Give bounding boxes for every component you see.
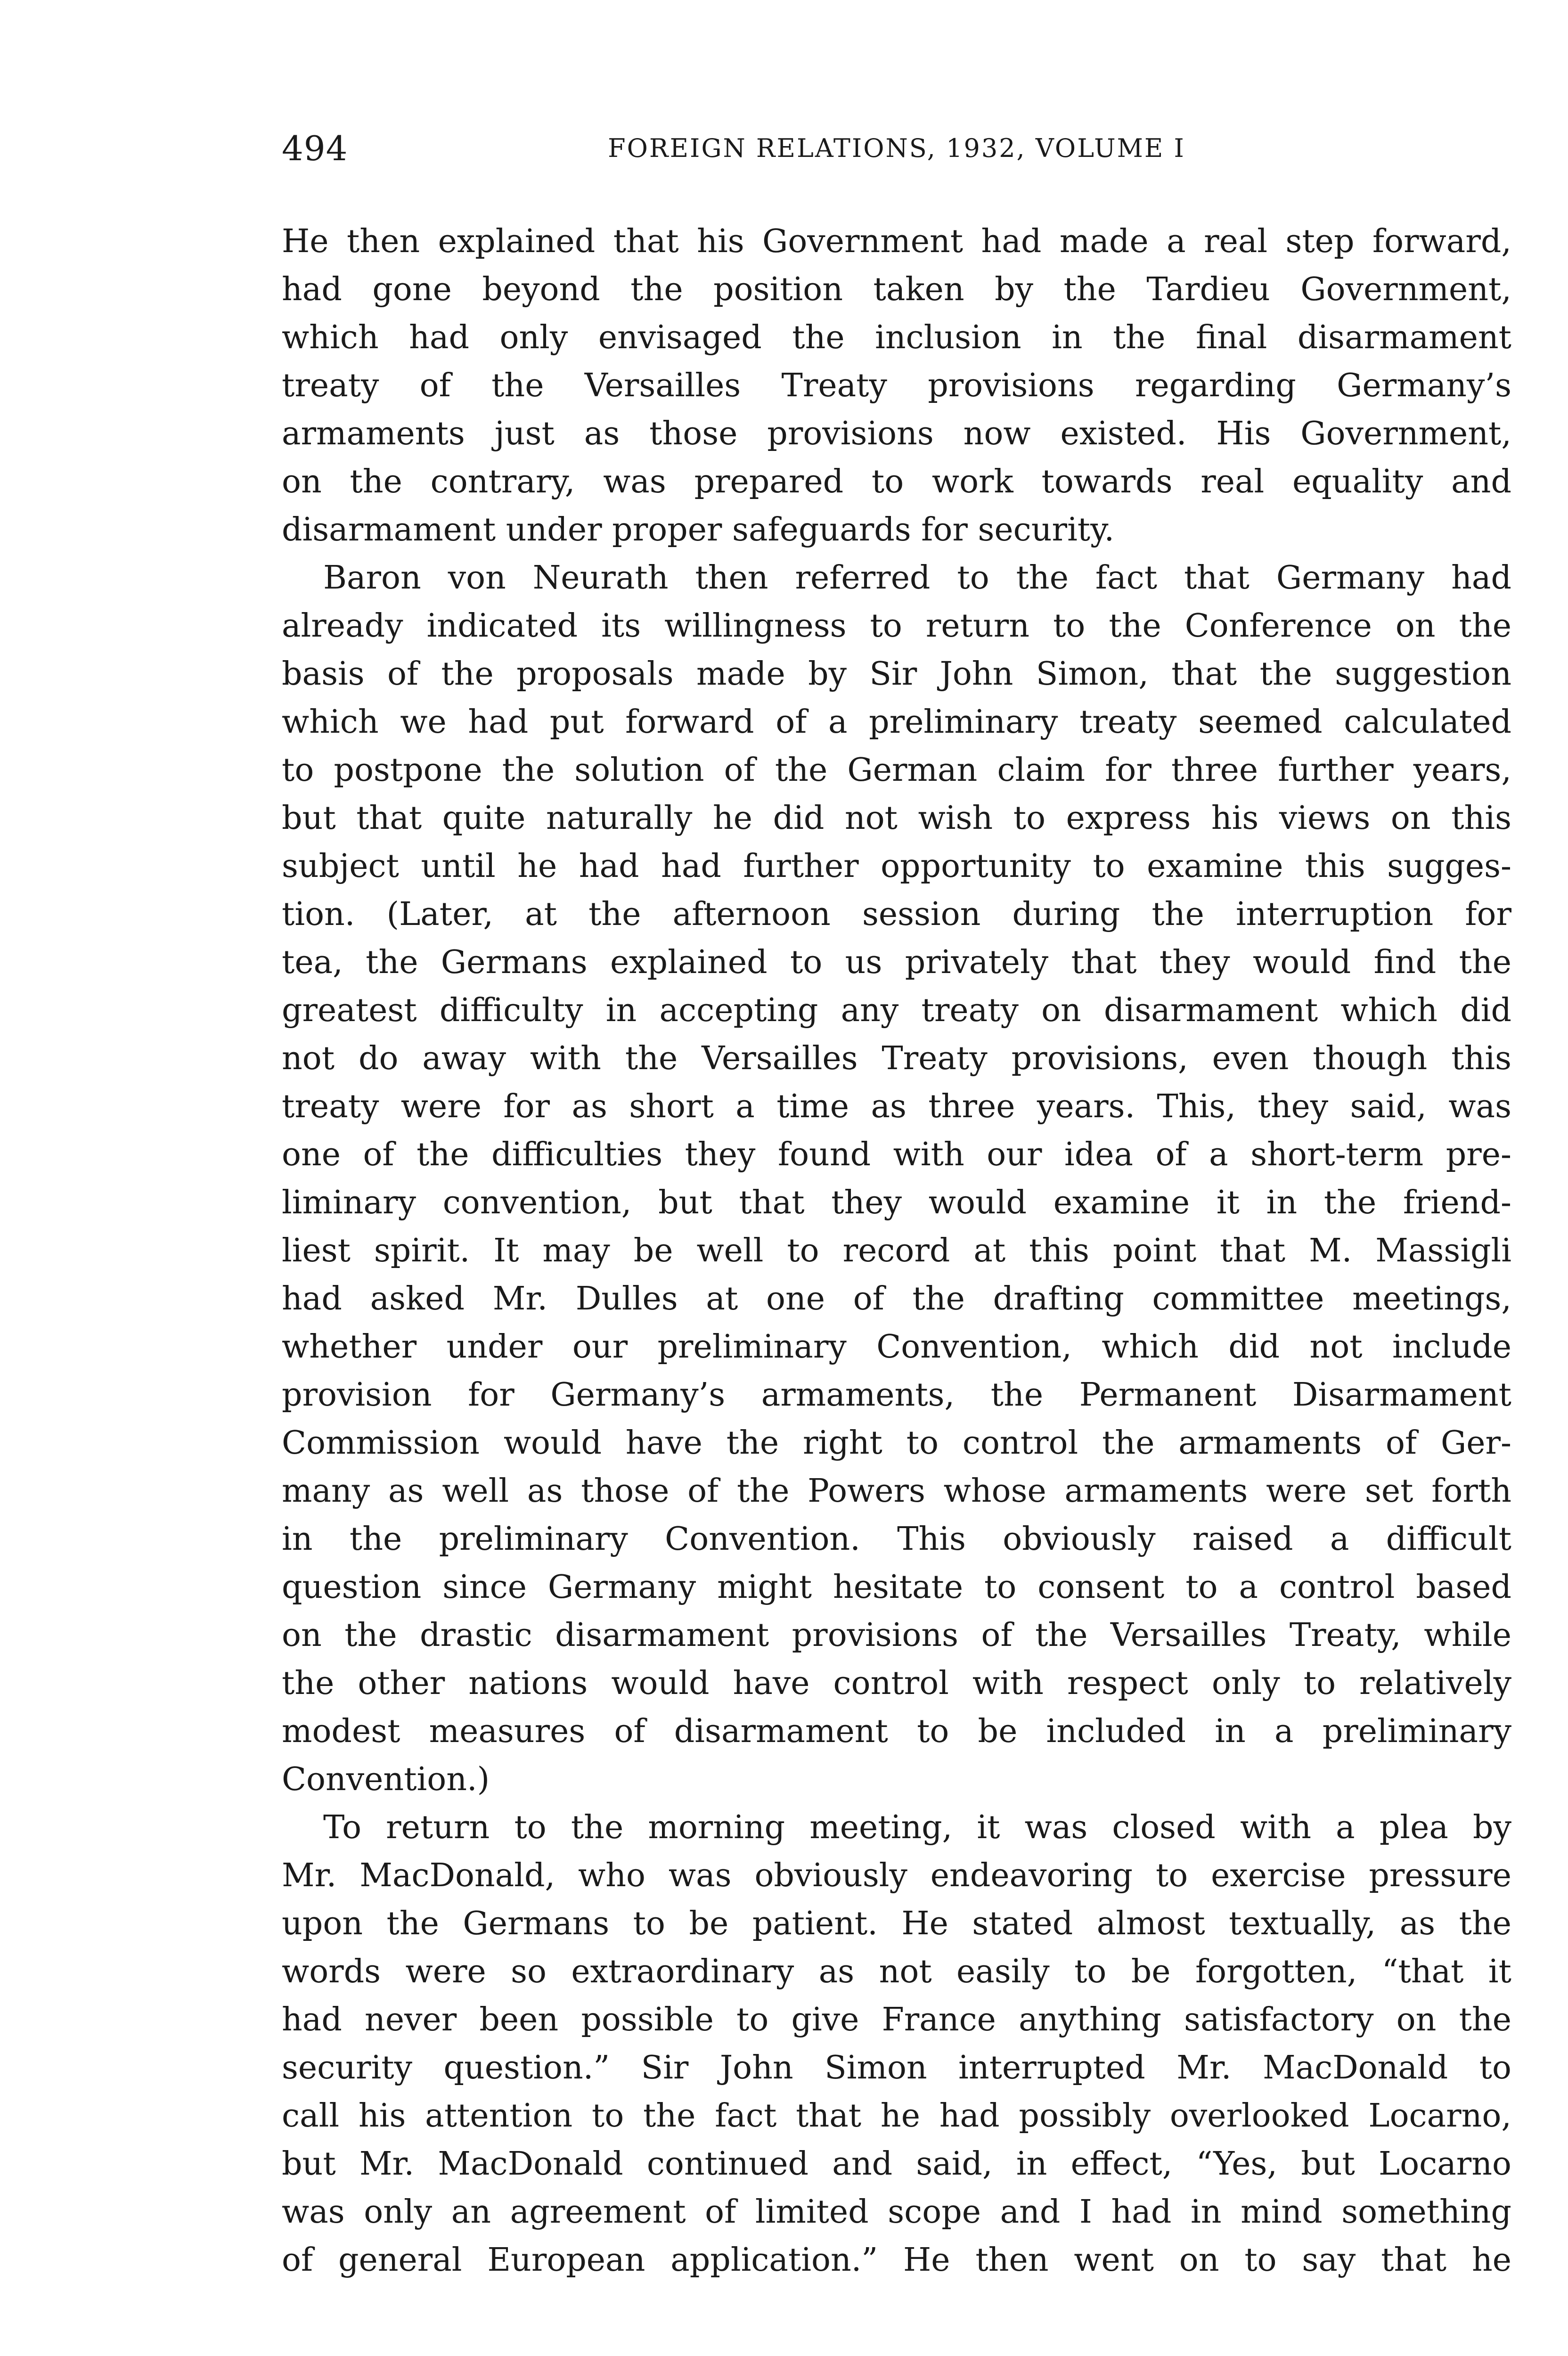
text-line: treaty were for as short a time as three years. This, they said, was (282, 1088, 1511, 1125)
running-title: FOREIGN RELATIONS, 1932, VOLUME I (608, 133, 1185, 163)
text-line: greatest difficulty in accepting any treaty on disarmament which did (282, 992, 1511, 1029)
text-line: Commission would have the right to control the armaments of Ger- (282, 1424, 1511, 1462)
text-line: had asked Mr. Dulles at one of the drafting committee meetings, (282, 1280, 1511, 1317)
text-line: in the preliminary Convention. This obviously raised a difficult (282, 1521, 1511, 1558)
text-line: He then explained that his Government had made a real step forward, (282, 223, 1511, 260)
text-line: question since Germany might hesitate to consent to a control based (282, 1569, 1511, 1606)
text-line: already indicated its willingness to return to the Conference on the (282, 607, 1511, 645)
text-line: on the contrary, was prepared to work towards real equality and (282, 463, 1511, 500)
text-line: upon the Germans to be patient. He stated almost textually, as the (282, 1905, 1511, 1942)
text-line: which we had put forward of a preliminary treaty seemed calculated (282, 704, 1511, 741)
text-line: words were so extraordinary as not easily to be forgotten, “that it (282, 1953, 1511, 1990)
text-line: of general European application.” He then went on to say that he (282, 2241, 1511, 2279)
text-line: liminary convention, but that they would examine it in the friend- (282, 1184, 1511, 1221)
text-line: on the drastic disarmament provisions of the Versailles Treaty, while (282, 1617, 1511, 1654)
text-line: call his attention to the fact that he had possibly overlooked Locarno, (282, 2097, 1511, 2135)
text-line: Mr. MacDonald, who was obviously endeavoring to exercise pressure (282, 1857, 1511, 1894)
text-line: basis of the proposals made by Sir John Simon, that the suggestion (282, 655, 1511, 693)
text-line: modest measures of disarmament to be included in a preliminary (282, 1713, 1511, 1750)
text-line: to postpone the solution of the German claim for three further years, (282, 752, 1511, 789)
text-line: armaments just as those provisions now existed. His Government, (282, 415, 1511, 452)
text-line: whether under our preliminary Convention, which did not include (282, 1328, 1511, 1366)
text-line: many as well as those of the Powers whose armaments were set forth (282, 1472, 1511, 1510)
text-line: but that quite naturally he did not wish to express his views on this (282, 800, 1511, 837)
text-line: Baron von Neurath then referred to the fact that Germany had (323, 559, 1511, 597)
text-line: Convention.) (282, 1761, 490, 1798)
text-line: which had only envisaged the inclusion in the final disarmament (282, 319, 1511, 356)
page-number: 494 (282, 129, 348, 168)
text-line: subject until he had had further opportunity to examine this sugges- (282, 848, 1511, 885)
text-line: the other nations would have control with respect only to relatively (282, 1665, 1511, 1702)
text-line: tea, the Germans explained to us privately that they would find the (282, 944, 1511, 981)
text-line: one of the difficulties they found with our idea of a short-term pre- (282, 1136, 1511, 1173)
paragraph-2 (282, 554, 1511, 1804)
running-head (282, 127, 1511, 170)
text-line: treaty of the Versailles Treaty provisions regarding Germany’s (282, 367, 1511, 404)
text-line: disarmament under proper safeguards for security. (282, 511, 1115, 548)
text-line: not do away with the Versailles Treaty provisions, even though this (282, 1040, 1511, 1077)
body-text (282, 218, 1511, 2284)
text-line: tion. (Later, at the afternoon session during the interruption for (282, 896, 1511, 933)
text-line: liest spirit. It may be well to record at this point that M. Massigli (282, 1232, 1511, 1269)
paragraph-3 (282, 1804, 1511, 2284)
text-line: but Mr. MacDonald continued and said, in effect, “Yes, but Locarno (282, 2145, 1511, 2183)
text-line: had never been possible to give France anything satisfactory on the (282, 2001, 1511, 2038)
text-line: To return to the morning meeting, it was closed with a plea by (323, 1809, 1511, 1846)
text-line: was only an agreement of limited scope and I had in mind something (282, 2193, 1511, 2231)
paragraph-1 (282, 218, 1511, 554)
text-line: security question.” Sir John Simon interrupted Mr. MacDonald to (282, 2049, 1511, 2086)
text-line: provision for Germany’s armaments, the Permanent Disarmament (282, 1376, 1511, 1414)
text-line: had gone beyond the position taken by the Tardieu Government, (282, 271, 1511, 308)
